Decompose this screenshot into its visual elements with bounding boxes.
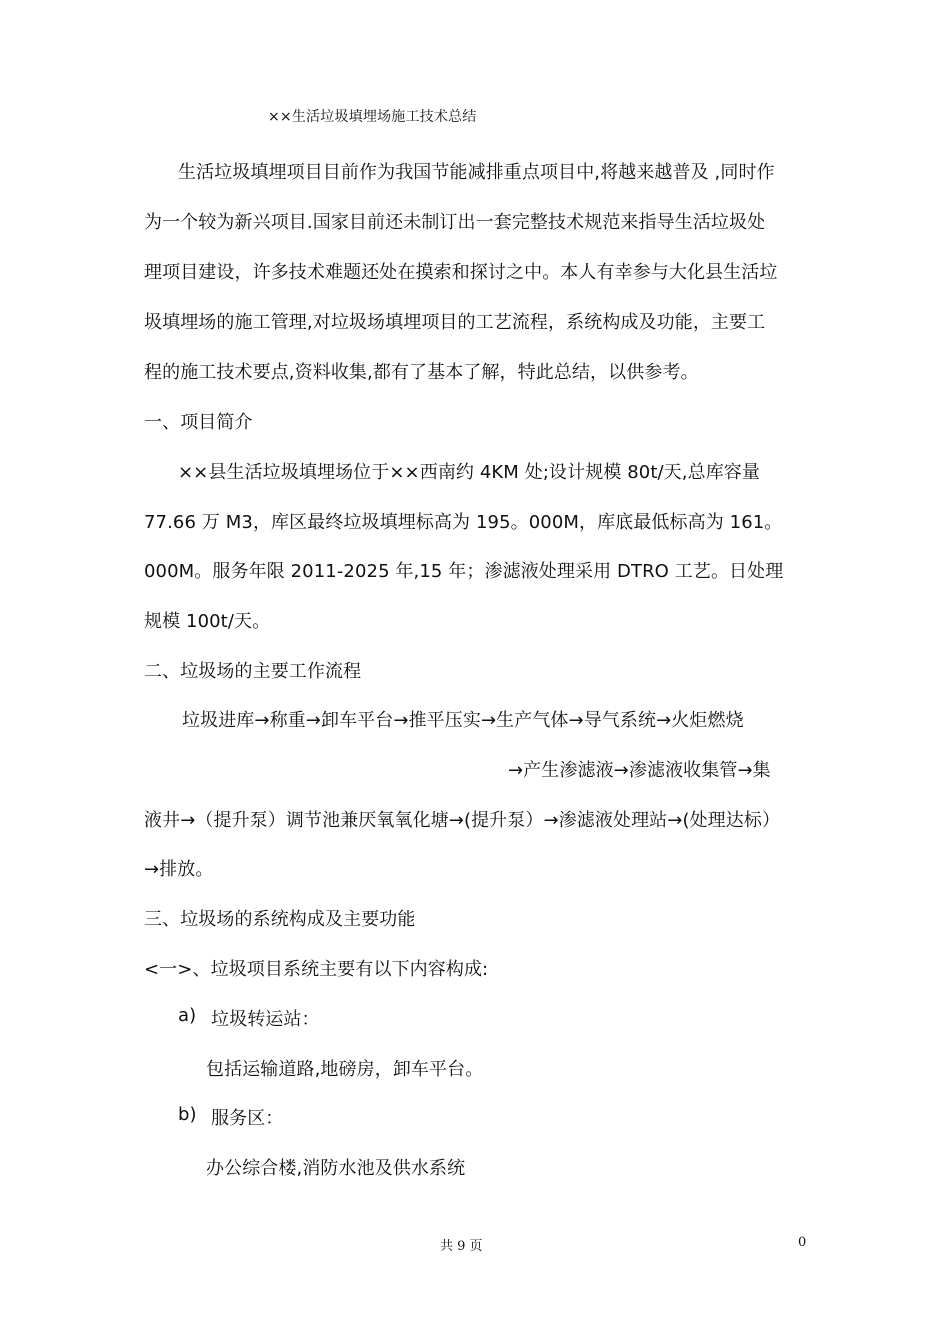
section1-heading: 一、项目简介 — [144, 412, 253, 433]
document-title: ××生活垃圾填埋场施工技术总结 — [268, 109, 477, 125]
intro-line-5: 程的施工技术要点,资料收集,都有了基本了解，特此总结，以供参考。 — [144, 362, 699, 383]
item-b-detail: 办公综合楼,消防水池及供水系统 — [206, 1158, 466, 1179]
section1-line-4: 规模 100t/天。 — [144, 611, 271, 632]
footer-page-count: 共 9 页 — [440, 1239, 483, 1254]
section2-line-2: →产生渗滤液→渗滤液收集管→集 — [508, 760, 771, 781]
section1-line-2: 77.66 万 M3，库区最终垃圾填埋标高为 195。000M，库底最低标高为 161。 — [144, 512, 783, 533]
section1-line-3: 000M。服务年限 2011-2025 年,15 年；渗滤液处理采用 DTRO 工艺。日处理 — [144, 561, 784, 582]
footer-page-number: 0 — [798, 1235, 807, 1250]
section2-heading: 二、垃圾场的主要工作流程 — [144, 661, 362, 682]
item-a-marker: a) — [178, 1005, 197, 1026]
section3-sub-heading: <一>、垃圾项目系统主要有以下内容构成: — [144, 959, 489, 980]
item-b-label: 服务区： — [211, 1108, 284, 1129]
section2-line-1: 垃圾进库→称重→卸车平台→推平压实→生产气体→导气系统→火炬燃烧 — [182, 710, 744, 731]
section2-line-3: 液井→（提升泵）调节池兼厌氧氧化塘→(提升泵）→渗滤液处理站→(处理达标） — [144, 810, 781, 831]
item-a-detail: 包括运输道路,地磅房，卸车平台。 — [206, 1059, 484, 1080]
intro-line-4: 圾填埋场的施工管理,对垃圾场填埋项目的工艺流程，系统构成及功能，主要工 — [144, 312, 766, 333]
intro-line-3: 理项目建设，许多技术难题还处在摸索和探讨之中。本人有幸参与大化县生活垃 — [144, 262, 778, 283]
section1-line-1: ××县生活垃圾填埋场位于××西南约 4KM 处;设计规模 80t/天,总库容量 — [178, 462, 760, 483]
intro-line-1: 生活垃圾填埋项目目前作为我国节能减排重点项目中,将越来越普及 ,同时作 — [178, 162, 775, 183]
item-a-label: 垃圾转运站： — [211, 1009, 320, 1030]
item-b-marker: b) — [178, 1104, 197, 1125]
intro-line-2: 为一个较为新兴项目.国家目前还未制订出一套完整技术规范来指导生活垃圾处 — [144, 212, 766, 233]
section3-heading: 三、垃圾场的系统构成及主要功能 — [144, 909, 416, 930]
section2-line-4: →排放。 — [144, 859, 214, 880]
